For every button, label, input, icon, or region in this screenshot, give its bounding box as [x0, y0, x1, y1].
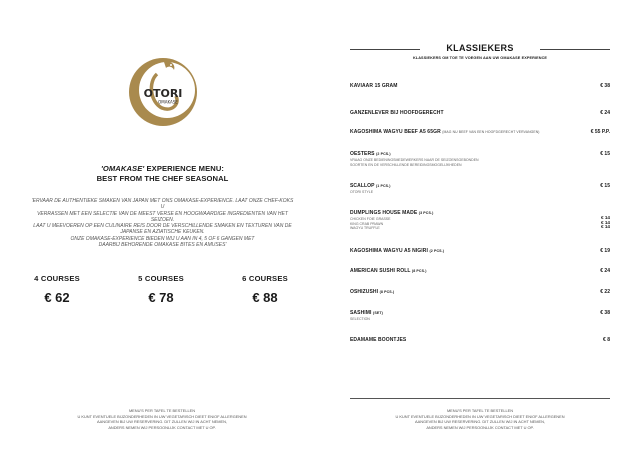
item-price: € 38	[600, 83, 610, 89]
item-price: € 38	[600, 310, 610, 316]
item-desc: VRAAG ONZE BEDIENINGSMEDEWERKERS NAAR DE SEIZOENSGEBONDEN	[350, 158, 479, 162]
course-name: 5 COURSES	[138, 274, 184, 283]
item-name: KAGOSHIMA WAGYU A5 NIGIRI	[350, 248, 428, 254]
item-qty: (2 PCS.)	[429, 249, 445, 253]
item-desc: SOORTEN EN DE VERSCHILLENDE BEREIDINGSMOGELIJKHEDEN	[350, 162, 462, 167]
course-name: 4 COURSES	[34, 274, 80, 283]
intro-line: ONZE OMAKASE-EXPERIENCE BIEDEN WIJ U AAN IN 4, 5 OF 6 GANGEN MET	[70, 235, 255, 242]
item-name: EDAMAME BOONTJES	[350, 337, 407, 343]
item-name: OSHIZUSHI	[350, 289, 379, 295]
footer-line: MENU'S PER TAFEL TE BESTELLEN	[128, 408, 196, 413]
menu-item-wagyu-nigiri	[350, 248, 610, 254]
menu-item-oesters	[350, 151, 610, 167]
course-price: € 78	[148, 290, 174, 305]
item-price: € 19	[600, 248, 610, 254]
course-name: 6 COURSES	[242, 274, 288, 283]
otori-logo-image	[124, 52, 202, 130]
menu-title-omakase: 'OMAKASE'	[100, 164, 145, 173]
menu-title	[30, 164, 295, 183]
footer-line: ANDERS NEMEN WIJ PERSOONLIJK CONTACT MET U OP.	[108, 424, 216, 430]
footer-note-right	[350, 408, 610, 430]
item-price: € 55 P.P.	[590, 129, 610, 135]
otori-logo	[124, 52, 202, 130]
item-note: (MAG NU BEEF VAN EEN HOOFDGERECHT VERVANGEN)	[442, 130, 540, 134]
item-price: € 14	[601, 215, 610, 220]
item-price: € 15	[600, 183, 610, 189]
menu-page-right	[320, 0, 640, 454]
intro-line: VERRASSEN MET EEN SELECTIE VAN DE MEEST VERSE EN HOOGWAARDIGE INGREDIENTEN VAN HET SEIZOEN.	[37, 210, 288, 223]
item-name: AMERICAN SUSHI ROLL	[350, 268, 411, 274]
item-desc: KING CRAB PRAWN	[350, 221, 384, 226]
intro-line: DAARBIJ BEHORENDE OMAKASE BITES EN AMUSES'	[98, 242, 227, 249]
item-qty: (8 PCS.)	[379, 290, 395, 294]
item-desc: WAGYU TRUFFLE	[350, 226, 380, 231]
menu-title-rest: EXPERIENCE MENU:	[144, 164, 225, 173]
intro-line: 'ERVAAR DE AUTHENTIEKE SMAKEN VAN JAPAN MET ONS OMAKASE-EXPERIENCE. LAAT ONZE CHEF-KOKS U	[31, 198, 294, 211]
course-option-5	[116, 274, 206, 305]
item-name: GANZENLEVER BIJ HOOFDGERECHT	[350, 110, 444, 116]
menu-item-dumplings	[350, 210, 610, 231]
menu-item-edamame	[350, 337, 610, 343]
footer-line: ANDERS NEMEN WIJ PERSOONLIJK CONTACT MET U OP.	[426, 424, 534, 430]
item-price: € 8	[603, 337, 610, 343]
footer-line: U KUNT EVENTUELE BIJZONDERHEDEN IN UW VEGETARISCH DIEET EN/OF ALLERGENEN	[395, 413, 565, 419]
intro-line: JAPANSE EN AZIATISCHE KEUKEN.	[120, 229, 205, 236]
menu-item-ganzenlever	[350, 110, 610, 116]
item-qty: (SET)	[373, 311, 383, 315]
menu-item-scallop	[350, 183, 610, 195]
item-price: € 15	[600, 151, 610, 157]
item-qty: (2 PCS.)	[376, 152, 391, 156]
item-name: KAGOSHIMA WAGYU BEEF A5 65GR	[350, 129, 441, 135]
footer-line: U KUNT EVENTUELE BIJZONDERHEDEN IN UW VEGETARISCH DIEET EN/OF ALLERGENEN	[77, 413, 247, 419]
footer-line: AANGEVEN BIJ UW RESERVERING. DIT ZULLEN WIJ IN ACHT NEMEN,	[97, 419, 227, 425]
item-name: DUMPLINGS HOUSE MADE	[350, 210, 418, 216]
section-header	[350, 43, 610, 60]
course-option-4	[12, 274, 102, 305]
header-divider-right	[540, 49, 610, 50]
menu-title-line2: BEST FROM THE CHEF SEASONAL	[96, 173, 229, 183]
footer-line: AANGEVEN BIJ UW RESERVERING. DIT ZULLEN WIJ IN ACHT NEMEN,	[415, 419, 545, 425]
course-price: € 62	[44, 290, 70, 305]
item-name: SASHIMI	[350, 310, 372, 316]
item-name: SCALLOP	[350, 183, 375, 189]
item-name: OESTERS	[350, 151, 375, 157]
logo-subword: OMAKASE	[158, 99, 178, 105]
menu-item-oshizushi	[350, 289, 610, 295]
course-price: € 88	[252, 290, 278, 305]
section-subtitle: KLASSIEKERS OM TOE TE VOEGEN AAN UW OMAKASE EXPERIENCE	[412, 56, 548, 60]
item-price: € 22	[600, 289, 610, 295]
item-desc: CHICKEN FOIE GRASSE	[350, 217, 391, 221]
header-divider-left	[350, 49, 420, 50]
menu-item-sashimi	[350, 310, 610, 322]
item-price: € 24	[600, 268, 610, 274]
section-title: KLASSIEKERS	[446, 43, 514, 53]
menu-item-kaviaar	[350, 83, 610, 89]
menu-item-american-sushi-roll	[350, 268, 610, 274]
item-qty: (8 PCS.)	[411, 269, 427, 273]
item-price: € 14	[601, 224, 610, 230]
menu-item-wagyu-beef	[350, 129, 610, 135]
item-name: KAVIAAR 15 GRAM	[350, 83, 398, 89]
intro-text	[30, 198, 295, 248]
item-desc: OTORI STYLE	[350, 190, 374, 194]
footer-line: MENU'S PER TAFEL TE BESTELLEN	[446, 408, 514, 413]
footer-note-left	[32, 408, 292, 430]
item-price: € 24	[600, 110, 610, 116]
intro-line: LAAT U MEEVOEREN OP EEN CULINAIRE REIS DOOR DE VERSCHILLENDE SMAKEN EN TEXTUREN VAN DE	[33, 223, 292, 230]
item-price: € 14	[601, 219, 610, 225]
course-option-6	[220, 274, 310, 305]
item-desc: SELECTION	[350, 317, 370, 321]
item-qty: (1 PCS.)	[376, 184, 391, 188]
logo-wordmark: OTORI	[143, 87, 183, 100]
bottom-divider	[350, 398, 610, 399]
item-qty: (3 PCS.)	[418, 211, 434, 215]
